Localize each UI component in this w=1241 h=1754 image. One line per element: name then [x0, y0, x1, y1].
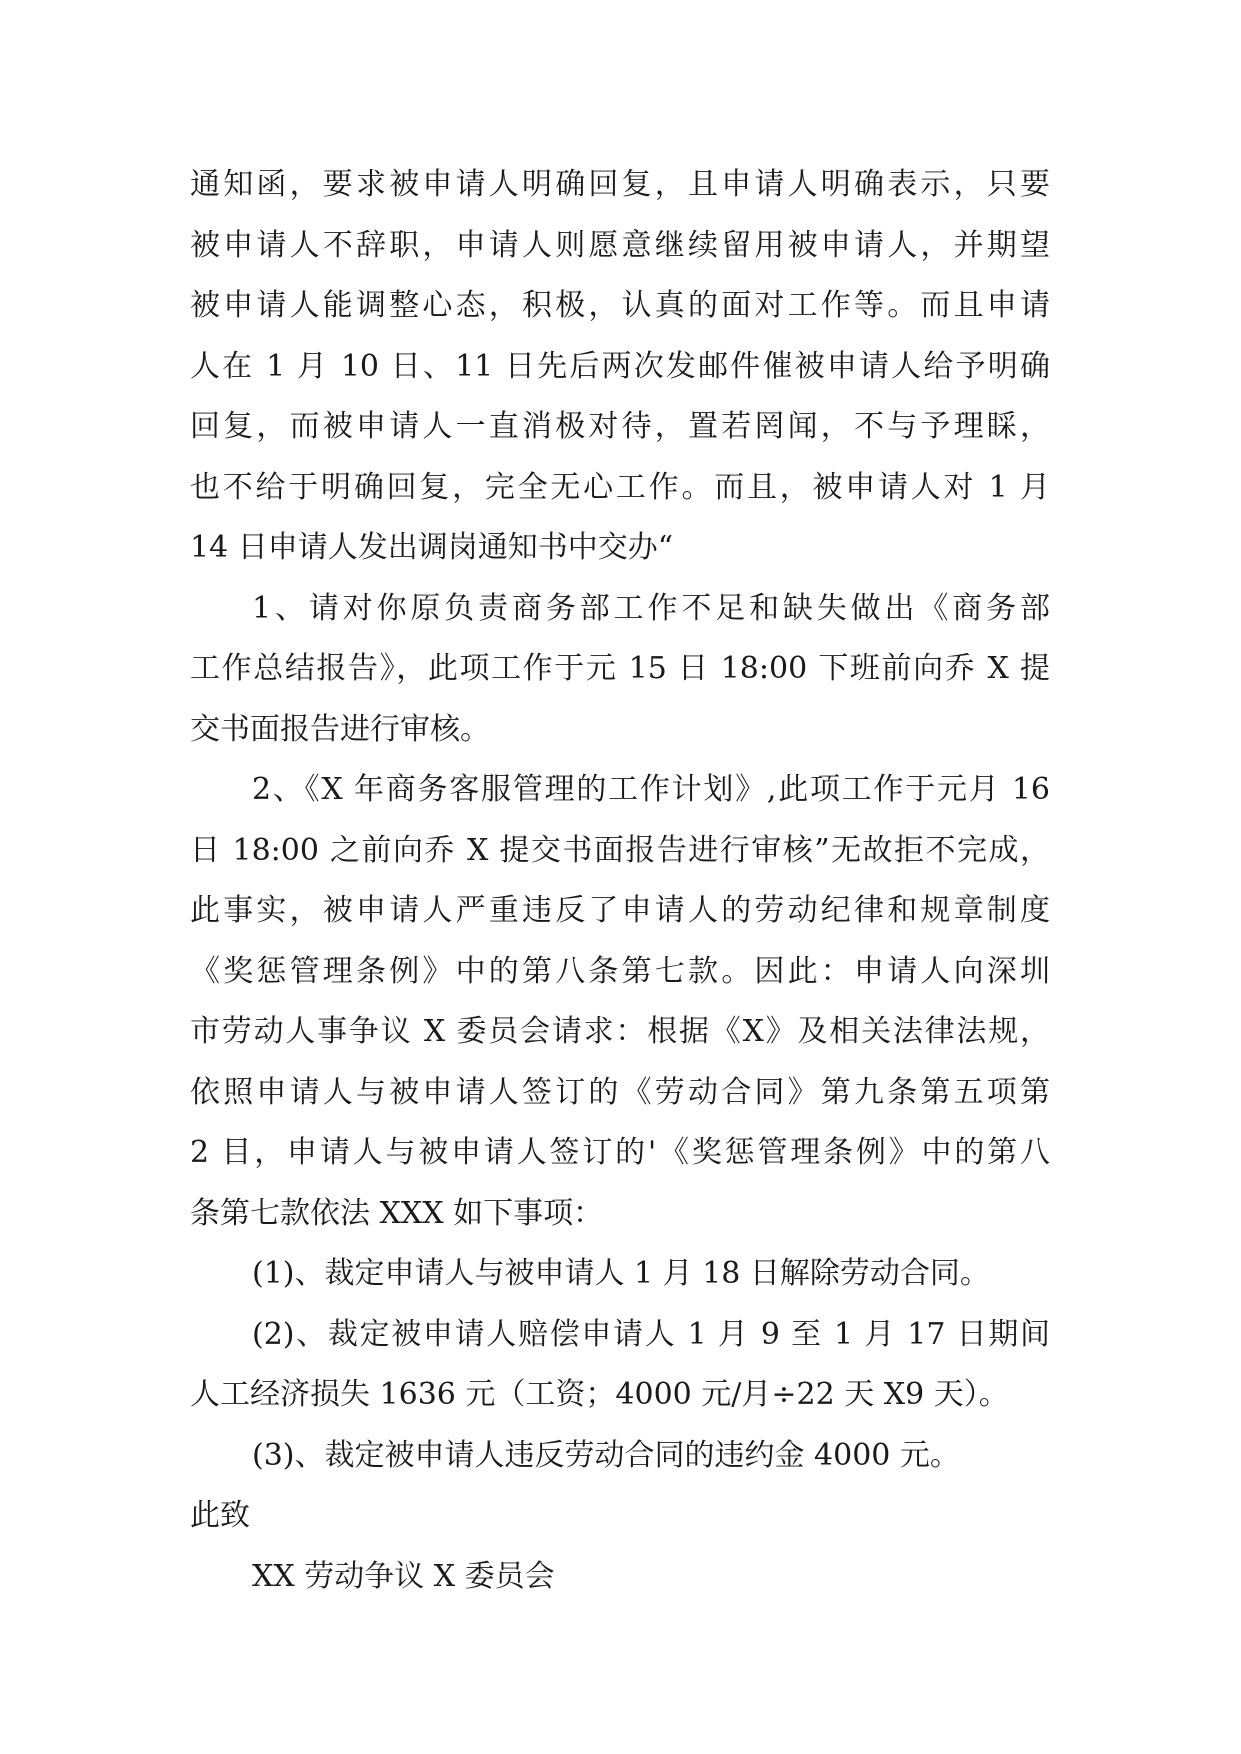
text-line: 条第七款依法 XXX 如下事项： [190, 1195, 604, 1231]
text-line: 2、《X 年商务客服管理的工作计划》,此项工作于元月 16 [252, 772, 1050, 807]
closing-salutation: 此致 [190, 1498, 250, 1533]
text-line: 回复，而被申请人一直消极对待，置若罔闻，不与予理睬， [190, 409, 1050, 444]
addressee: XX 劳动争议 X 委员会 [252, 1558, 555, 1594]
text-line: 市劳动人事争议 X 委员会请求：根据《X》及相关法律法规， [190, 1014, 1050, 1049]
text-line: (1)、裁定申请人与被申请人 1 月 18 日解除劳动合同。 [252, 1256, 990, 1291]
text-line: 依照申请人与被申请人签订的《劳动合同》第九条第五项第 [190, 1074, 1050, 1110]
text-line: (3)、裁定被申请人违反劳动合同的违约金 4000 元。 [252, 1437, 960, 1473]
text-line: 1、请对你原负责商务部工作不足和缺失做出《商务部 [252, 590, 1050, 626]
text-line: 2 目，申请人与被申请人签订的'《奖惩管理条例》中的第八 [190, 1135, 1050, 1170]
text-line: 被申请人不辞职，申请人则愿意继续留用被申请人，并期望 [190, 227, 1050, 263]
text-line: 《奖惩管理条例》中的第八条第七款。因此：申请人向深圳 [190, 953, 1050, 989]
document-body [190, 155, 1050, 1607]
text-line: 被申请人能调整心态，积极，认真的面对工作等。而且申请 [190, 288, 1050, 323]
text-line: 此事实，被申请人严重违反了申请人的劳动纪律和规章制度 [190, 893, 1050, 928]
text-line: 工作总结报告》，此项工作于元 15 日 18:00 下班前向乔 X 提 [190, 651, 1050, 686]
text-line: (2)、裁定被申请人赔偿申请人 1 月 9 至 1 月 17 日期间 [252, 1316, 1050, 1352]
text-line: 14 日申请人发出调岗通知书中交办“ [190, 530, 674, 565]
text-line: 人在 1 月 10 日、11 日先后两次发邮件催被申请人给予明确 [190, 348, 1050, 384]
text-line: 交书面报告进行审核。 [190, 711, 490, 747]
text-line: 也不给于明确回复，完全无心工作。而且，被申请人对 1 月 [190, 469, 1050, 505]
text-line: 日 18:00 之前向乔 X 提交书面报告进行审核”无故拒不完成， [190, 832, 1050, 868]
text-line: 通知函，要求被申请人明确回复，且申请人明确表示，只要 [190, 167, 1050, 202]
text-line: 人工经济损失 1636 元（工资；4000 元/月÷22 天 X9 天）。 [190, 1377, 1009, 1412]
